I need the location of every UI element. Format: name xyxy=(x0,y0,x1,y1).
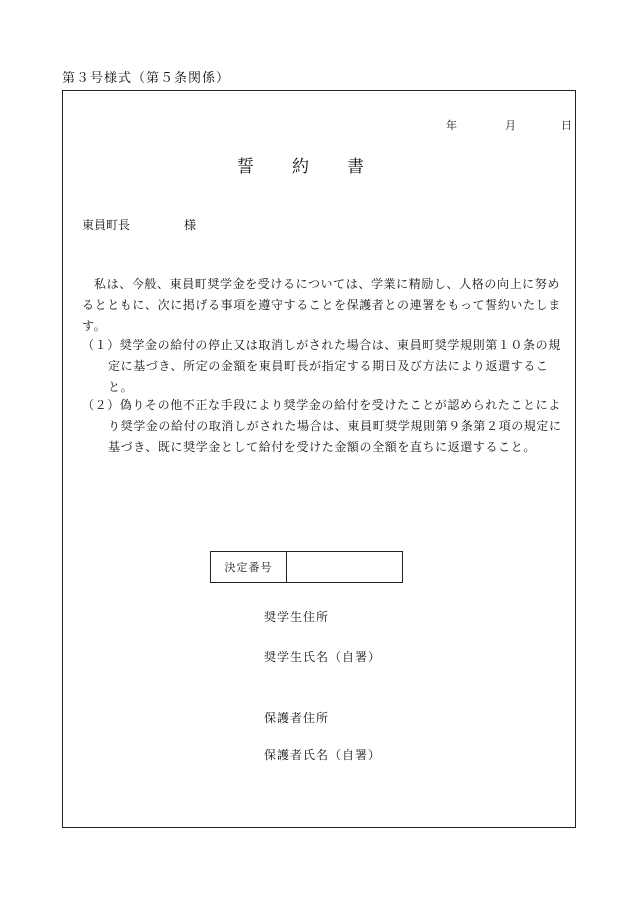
pledge-item-2: （２）偽りその他不正な手段により奨学金の給付を受けたことが認められたことにより奨学金の給付の取消しがされた場合は、東員町奨学規則第９条第２項の規定に基づき、既に奨学金として給付を受けた金額の全額を直ちに返還すること。 xyxy=(82,398,562,454)
addressee-name: 東員町長 xyxy=(82,218,131,232)
decision-number-label: 決定番号 xyxy=(211,552,287,582)
date-month-label: 月 xyxy=(505,119,516,132)
addressee-honorific: 様 xyxy=(184,218,197,232)
student-address-label: 奨学生住所 xyxy=(264,610,330,624)
pledge-item-1: （１）奨学金の給付の停止又は取消しがされた場合は、東員町奨学規則第１０条の規定に基づき、所定の金額を東員町長が指定する期日及び方法により返還すること。 xyxy=(82,338,561,394)
date-day-label: 日 xyxy=(561,119,572,132)
decision-number-field[interactable] xyxy=(287,552,402,582)
decision-number-box xyxy=(210,551,403,583)
student-name-label: 奨学生氏名（自署） xyxy=(264,650,382,664)
date-year-label: 年 xyxy=(446,119,457,132)
document-title: 誓約書 xyxy=(237,157,402,177)
pledge-paragraph: 私は、今般、東員町奨学金を受けるについては、学業に精励し、人格の向上に努めるとともに、次に掲げる事項を遵守することを保護者との連署をもって誓約いたします。 xyxy=(82,277,561,333)
guardian-name-label: 保護者氏名（自署） xyxy=(264,748,382,762)
addressee xyxy=(82,216,196,233)
form-number-label: 第３号様式（第５条関係） xyxy=(62,71,231,86)
guardian-address-label: 保護者住所 xyxy=(264,711,330,725)
